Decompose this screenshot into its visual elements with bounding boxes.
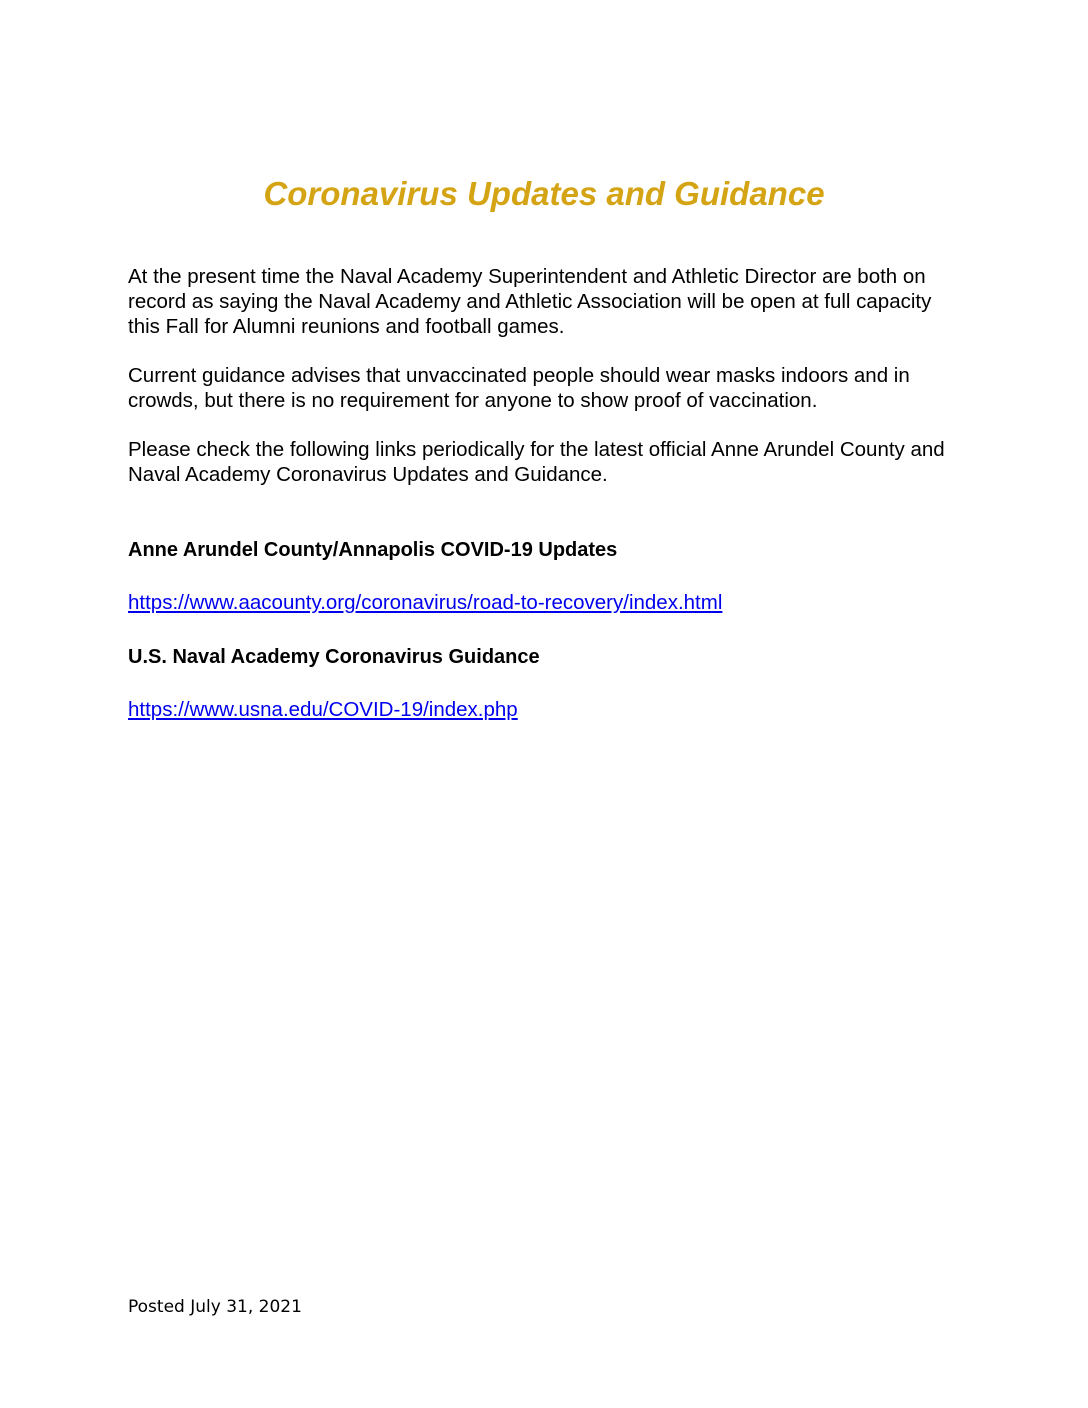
usna-link[interactable]: https://www.usna.edu/COVID-19/index.php: [128, 698, 518, 721]
links-intro-paragraph: Please check the following links periodically for the latest official Anne Arundel County and Naval Academy Coronavirus Updates and Guidance.: [128, 438, 945, 486]
page-title: Coronavirus Updates and Guidance: [263, 175, 825, 212]
guidance-paragraph: Current guidance advises that unvaccinated people should wear masks indoors and in crowds, but there is no requirement for anyone to show proof of vaccination.: [128, 364, 910, 412]
posted-date: Posted July 31, 2021: [128, 1297, 302, 1317]
intro-paragraph: At the present time the Naval Academy Superintendent and Athletic Director are both on record as saying the Naval Academy and Athletic Association will be open at full capacity this Fall for Alumni reunions and football games.: [128, 265, 932, 338]
aacounty-link[interactable]: https://www.aacounty.org/coronavirus/road-to-recovery/index.html: [128, 591, 723, 614]
aacounty-section-heading: Anne Arundel County/Annapolis COVID-19 Updates: [128, 539, 618, 561]
usna-section-heading: U.S. Naval Academy Coronavirus Guidance: [128, 646, 540, 668]
